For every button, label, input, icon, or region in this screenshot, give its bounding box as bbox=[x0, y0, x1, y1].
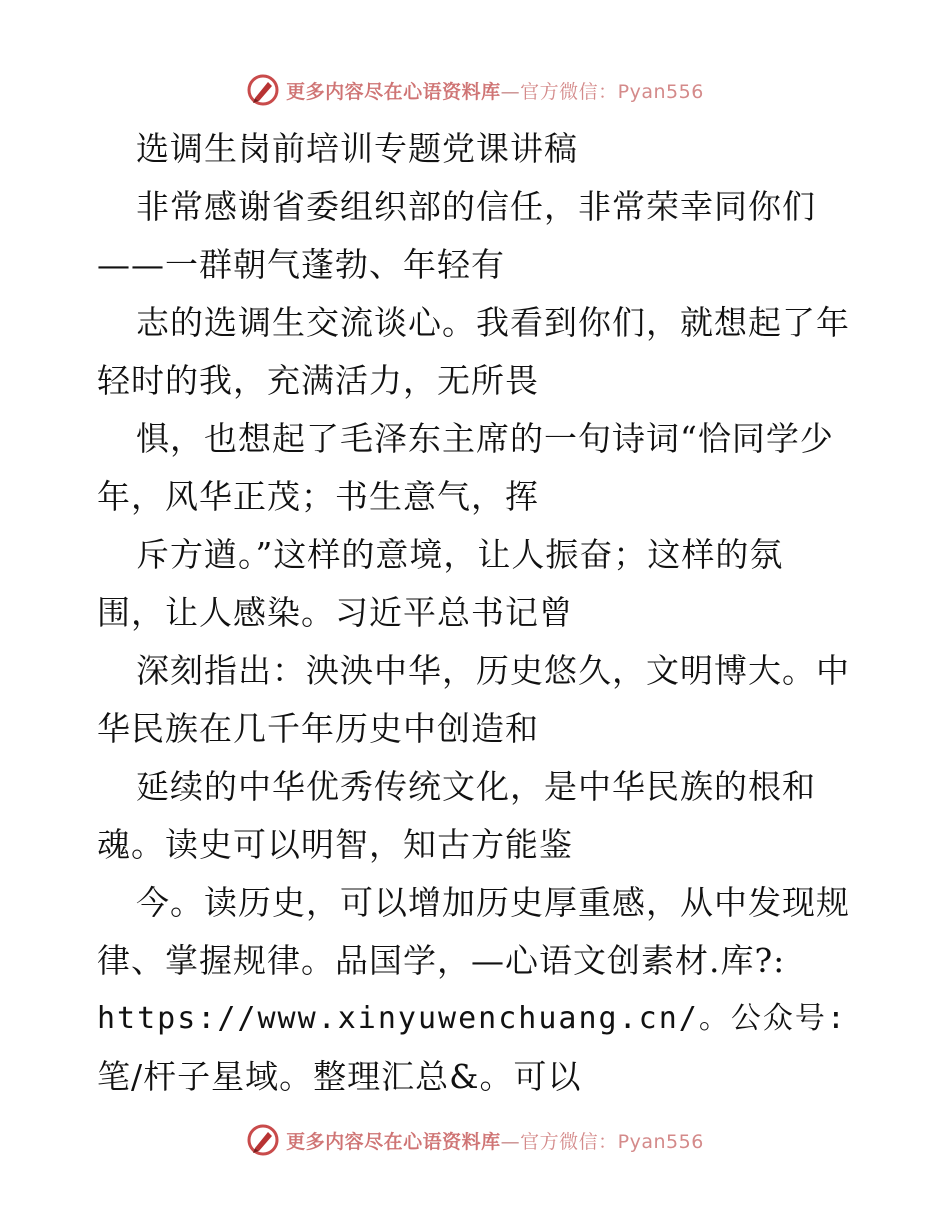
watermark-separator: — bbox=[500, 1130, 521, 1153]
text-line: 笔/杆子星域。整理汇总&。可以 bbox=[97, 1057, 582, 1096]
watermark-text bbox=[286, 1127, 704, 1154]
footer-watermark-banner bbox=[0, 1120, 950, 1160]
watermark-contact: 官方微信：Pyan556 bbox=[520, 1130, 704, 1153]
text-line: 围，让人感染。习近平总书记曾 bbox=[97, 593, 573, 632]
text-line: 律、掌握规律。品国学，—心语文创素材.库?: bbox=[97, 941, 786, 980]
watermark-brand: 更多内容尽在心语资料库 bbox=[286, 1130, 501, 1153]
text-line: 延续的中华优秀传统文化，是中华民族的根和 bbox=[136, 767, 816, 806]
text-line: 斥方遒。”这样的意境，让人振奋；这样的氛 bbox=[136, 535, 784, 574]
text-line: ——一群朝气蓬勃、年轻有 bbox=[97, 245, 505, 284]
url-line: https://www.xinyuwenchuang.cn/。公众号: bbox=[97, 1001, 847, 1036]
watermark-brand: 更多内容尽在心语资料库 bbox=[286, 80, 501, 103]
watermark-contact: 官方微信：Pyan556 bbox=[520, 80, 704, 103]
text-line: 非常感谢省委组织部的信任，非常荣幸同你们 bbox=[136, 187, 816, 226]
text-line: 华民族在几千年历史中创造和 bbox=[97, 709, 539, 748]
watermark-separator: — bbox=[500, 80, 521, 103]
text-line: 今。读历史，可以增加历史厚重感，从中发现规 bbox=[136, 883, 850, 922]
text-line: 轻时的我，充满活力，无所畏 bbox=[97, 361, 539, 400]
document-title: 选调生岗前培训专题党课讲稿 bbox=[136, 129, 578, 168]
text-line: 年，风华正茂；书生意气，挥 bbox=[97, 477, 539, 516]
red-pen-circle-logo-icon bbox=[246, 1123, 280, 1157]
text-line: 志的选调生交流谈心。我看到你们，就想起了年 bbox=[136, 303, 850, 342]
text-line: 魂。读史可以明智，知古方能鉴 bbox=[97, 825, 573, 864]
red-pen-circle-logo-icon bbox=[246, 73, 280, 107]
text-line: 惧，也想起了毛泽东主席的一句诗词“恰同学少 bbox=[136, 419, 834, 458]
watermark-text bbox=[286, 77, 704, 104]
text-line: 深刻指出：泱泱中华，历史悠久，文明博大。中 bbox=[136, 651, 850, 690]
header-watermark-banner bbox=[0, 70, 950, 110]
